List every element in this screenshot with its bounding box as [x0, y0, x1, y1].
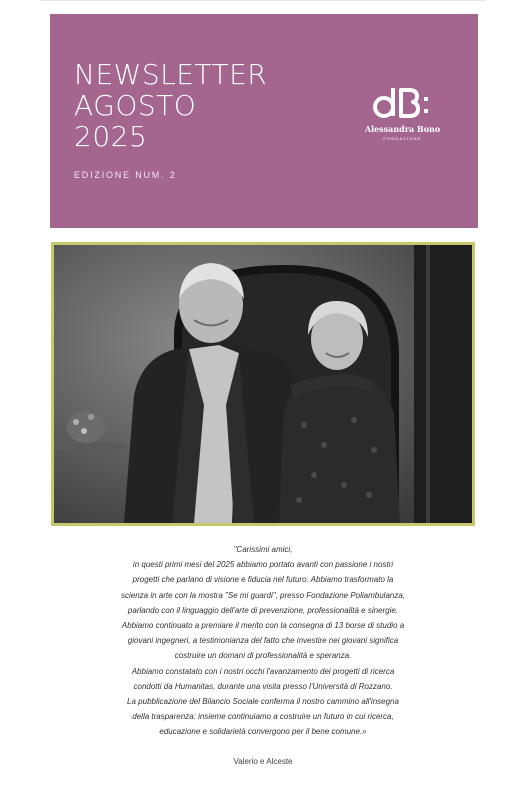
letter-line: scienza in arte con la mostra "Se mi guardi", presso Fondazione Poliambulanza, [120, 590, 406, 600]
letter-text [40, 542, 486, 740]
letter-line: parlando con il linguaggio dell'arte di prevenzione, professionalità e sinergie. [127, 605, 399, 615]
foundation-logo[interactable] [355, 86, 450, 141]
letter-line: progetti che parlano di visione e fiducia nel futuro. Abbiamo trasformato la [132, 575, 394, 585]
title-line-3: 2025 [74, 120, 148, 153]
edition-number: EDIZIONE NUM. 2 [74, 170, 177, 180]
letter-signature: Valerio e Alceste [233, 757, 293, 766]
newsletter-header [50, 14, 478, 228]
title-line-1: NEWSLETTER [74, 58, 268, 91]
letter-line: Abbiamo continuato a premiare il merito con la consegna di 13 borse di studio a [121, 621, 405, 631]
letter-line: della trasparenza: insieme continuiamo a costruire un futuro in cui ricerca, [132, 712, 394, 722]
letter-line: educazione e solidarietà convergono per il bene comune.» [159, 727, 367, 737]
logo-subtitle: FONDAZIONE [383, 136, 422, 141]
letter-line: "Carissimi amici, [233, 545, 293, 554]
letter-line: La pubblicazione del Bilancio Sociale conferma il nostro cammino all'insegna [127, 697, 399, 707]
letter-line: giovani ingegneri, a testimonianza del fatto che investire nei giovani significa [127, 636, 399, 646]
top-divider [40, 0, 486, 1]
logo-name: Alessandra Bono [364, 124, 441, 134]
letter-line: Abbiamo constatato con i nostri occhi l'avanzamento dei progetti di ricerca [131, 666, 395, 676]
ab-monogram-icon [372, 86, 434, 120]
newsletter-title [74, 59, 267, 152]
letter-line: condotti da Humanitas, durante una visita presso l'Università di Rozzano. [133, 681, 393, 691]
letter-line: costruire un domani di professionalità e speranza. [174, 651, 352, 661]
founders-photo [51, 242, 475, 526]
letter-line: in questi primi mesi del 2025 abbiamo portato avanti con passione i nostri [132, 560, 394, 570]
title-line-2: AGOSTO [74, 89, 197, 122]
